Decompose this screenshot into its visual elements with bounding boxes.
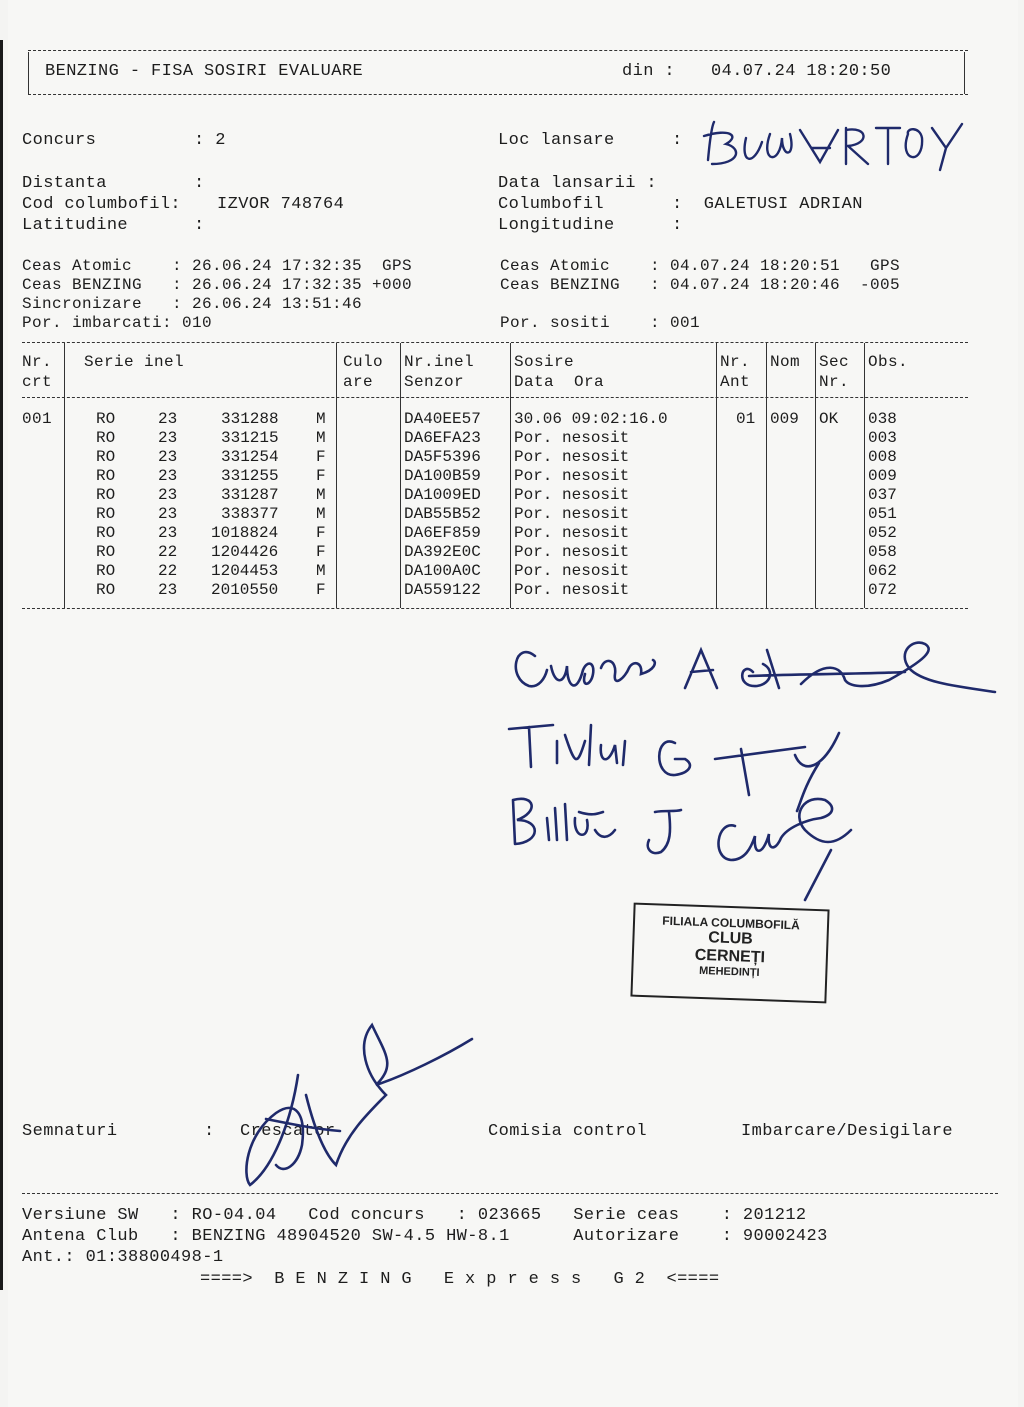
table-row (0, 505, 1024, 524)
longitudine-value: : (672, 216, 683, 235)
loc-lansare-handwriting (700, 108, 970, 178)
latitudine-value: : (194, 216, 205, 235)
benzing-brand-line: ====> B E N Z I N G E x p r e s s G 2 <==== (200, 1270, 720, 1289)
arrival-cell: Por. nesosit (514, 429, 630, 447)
header-nom: Nom (770, 353, 801, 371)
ring-country-cell: RO (96, 467, 116, 485)
header-nr-crt-2: crt (22, 373, 53, 391)
obs-cell: 062 (868, 562, 897, 580)
header-nr-inel: Nr.inel (404, 353, 475, 371)
distanta-label: Distanta (22, 174, 107, 193)
header-nr-crt: Nr. (22, 353, 53, 371)
crescator-label: Crescator (240, 1122, 336, 1141)
columbofil-value: : GALETUSI ADRIAN (672, 195, 863, 214)
ring-year-cell: 23 (158, 429, 178, 447)
header-bottom-border (28, 94, 968, 95)
ring-number-cell: 1204426 (211, 543, 279, 561)
table-row (0, 410, 1024, 429)
footer-separator (22, 1193, 998, 1194)
ring-country-cell: RO (96, 562, 116, 580)
ring-sex-cell: M (316, 486, 326, 504)
ring-country-cell: RO (96, 486, 116, 504)
stamp-line-1: FILIALA COLUMBOFILĂ (662, 913, 801, 933)
header-sec: Sec (819, 353, 850, 371)
ring-number-cell: 338377 (221, 505, 279, 523)
ring-year-cell: 23 (158, 486, 178, 504)
arrival-cell: Por. nesosit (514, 505, 630, 523)
semnaturi-label: Semnaturi (22, 1122, 118, 1141)
header-serie-inel: Serie inel (84, 353, 185, 371)
nr-crt-value: 001 (22, 410, 53, 428)
ring-country-cell: RO (96, 429, 116, 447)
report-date-label: din : (622, 62, 676, 81)
table-row (0, 524, 1024, 543)
ant-line: Ant.: 01:38800498-1 (22, 1248, 224, 1267)
ring-country-cell: RO (96, 524, 116, 542)
ring-country-cell: RO (96, 581, 116, 599)
handwritten-name-1 (505, 630, 1015, 710)
header-top-border (28, 50, 968, 51)
ring-country-cell: RO (96, 448, 116, 466)
arrival-cell: Por. nesosit (514, 467, 630, 485)
loc-lansare-label: Loc lansare (498, 131, 615, 150)
arrival-cell: Por. nesosit (514, 486, 630, 504)
sensor-id-cell: DA6EF859 (404, 524, 481, 542)
ring-number-cell: 331255 (221, 467, 279, 485)
ring-number-cell: 2010550 (211, 581, 279, 599)
sincronizare: Sincronizare : 26.06.24 13:51:46 (22, 295, 363, 313)
ring-sex-cell: F (316, 543, 326, 561)
header-nr-ant: Nr. (720, 353, 751, 371)
table-row (0, 562, 1024, 581)
stamp-line-2: CLUB (708, 929, 754, 948)
ring-sex-cell: F (316, 448, 326, 466)
ring-year-cell: 22 (158, 543, 178, 561)
report-title: BENZING - FISA SOSIRI EVALUARE (45, 62, 364, 81)
header-culoare-2: are (343, 373, 374, 391)
header-left-border (28, 52, 29, 94)
ring-sex-cell: F (316, 581, 326, 599)
ceas-benzing-end: Ceas BENZING : 04.07.24 18:20:46 -005 (500, 276, 901, 294)
ring-sex-cell: F (316, 524, 326, 542)
ring-sex-cell: M (316, 410, 326, 428)
arrival-cell: 30.06 09:02:16.0 (514, 410, 668, 428)
antena-club-line: Antena Club : BENZING 48904520 SW-4.5 HW-8.1 Autorizare : 90002423 (22, 1227, 828, 1246)
header-data-ora: Data Ora (514, 373, 605, 391)
sensor-id-cell: DA1009ED (404, 486, 481, 504)
ring-year-cell: 23 (158, 505, 178, 523)
ring-number-cell: 1204453 (211, 562, 279, 580)
ring-country-cell: RO (96, 505, 116, 523)
table-row (0, 486, 1024, 505)
cod-columbofil-value: IZVOR 748764 (217, 195, 345, 214)
arrival-cell: Por. nesosit (514, 524, 630, 542)
data-lansarii-label: Data lansarii : (498, 174, 658, 193)
obs-cell: 009 (868, 467, 897, 485)
header-right-border (964, 52, 965, 94)
sensor-id-cell: DA559122 (404, 581, 481, 599)
versiune-sw-line: Versiune SW : RO-04.04 Cod concurs : 023665 Serie ceas : 201212 (22, 1206, 807, 1225)
crescator-signature (236, 1015, 486, 1195)
header-senzor: Senzor (404, 373, 465, 391)
ring-year-cell: 23 (158, 410, 178, 428)
ceas-atomic-start: Ceas Atomic : 26.06.24 17:32:35 GPS (22, 257, 413, 275)
stamp-line-3: CERNEȚI (694, 946, 766, 967)
header-sec-2: Nr. (819, 373, 850, 391)
latitudine-label: Latitudine (22, 216, 129, 235)
obs-cell: 052 (868, 524, 897, 542)
ring-year-cell: 23 (158, 467, 178, 485)
sensor-id-cell: DA40EE57 (404, 410, 481, 428)
sensor-id-cell: DA100B59 (404, 467, 481, 485)
table-row (0, 543, 1024, 562)
ring-number-cell: 331254 (221, 448, 279, 466)
handwritten-name-3 (505, 790, 865, 910)
ring-sex-cell: M (316, 505, 326, 523)
cod-columbofil-label: Cod columbofil: (22, 195, 182, 214)
arrival-cell: Por. nesosit (514, 581, 630, 599)
ring-sex-cell: M (316, 429, 326, 447)
ring-sex-cell: F (316, 467, 326, 485)
loc-lansare-sep: : (672, 131, 683, 150)
table-row (0, 581, 1024, 600)
longitudine-label: Longitudine (498, 216, 615, 235)
distanta-value: : (194, 174, 205, 193)
ring-country-cell: RO (96, 410, 116, 428)
comisia-control-label: Comisia control (488, 1122, 648, 1141)
concurs-label: Concurs (22, 131, 97, 150)
obs-cell: 072 (868, 581, 897, 599)
table-row (0, 467, 1024, 486)
concurs-value: : 2 (194, 131, 226, 150)
ring-number-cell: 1018824 (211, 524, 279, 542)
obs-cell: 051 (868, 505, 897, 523)
ceas-atomic-end: Ceas Atomic : 04.07.24 18:20:51 GPS (500, 257, 901, 275)
header-obs: Obs. (868, 353, 909, 371)
nom-cell: 009 (770, 410, 799, 428)
sensor-id-cell: DA100A0C (404, 562, 481, 580)
table-header-border (22, 397, 968, 398)
sensor-id-cell: DA392E0C (404, 543, 481, 561)
ring-year-cell: 23 (158, 581, 178, 599)
semnaturi-sep: : (204, 1122, 215, 1141)
sensor-id-cell: DA6EFA23 (404, 429, 481, 447)
ring-number-cell: 331288 (221, 410, 279, 428)
obs-cell: 058 (868, 543, 897, 561)
arrival-cell: Por. nesosit (514, 562, 630, 580)
header-culoare: Culo (343, 353, 384, 371)
ceas-benzing-start: Ceas BENZING : 26.06.24 17:32:35 +000 (22, 276, 413, 294)
columbofil-label: Columbofil (498, 195, 605, 214)
table-bottom-border (22, 608, 968, 609)
ring-number-cell: 331215 (221, 429, 279, 447)
table-row (0, 429, 1024, 448)
ring-year-cell: 23 (158, 524, 178, 542)
ring-sex-cell: M (316, 562, 326, 580)
club-stamp (630, 903, 829, 1004)
table-top-border (22, 342, 968, 343)
obs-cell: 037 (868, 486, 897, 504)
report-date-value: 04.07.24 18:20:50 (711, 62, 892, 81)
arrival-cell: Por. nesosit (514, 543, 630, 561)
stamp-line-4: MEHEDINȚI (698, 964, 760, 980)
obs-cell: 008 (868, 448, 897, 466)
sensor-id-cell: DA5F5396 (404, 448, 481, 466)
obs-cell: 038 (868, 410, 897, 428)
por-imbarcati: Por. imbarcati: 010 (22, 314, 213, 332)
header-sosire: Sosire (514, 353, 575, 371)
obs-cell: 003 (868, 429, 897, 447)
table-row (0, 448, 1024, 467)
antenna-nr-cell: 01 (736, 410, 756, 428)
ring-number-cell: 331287 (221, 486, 279, 504)
header-nr-ant-2: Ant (720, 373, 751, 391)
por-sositi: Por. sositi : 001 (500, 314, 701, 332)
page-left-edge (0, 40, 3, 1290)
sec-nr-cell: OK (819, 410, 839, 428)
sensor-id-cell: DAB55B52 (404, 505, 481, 523)
ring-country-cell: RO (96, 543, 116, 561)
imbarcare-label: Imbarcare/Desigilare (741, 1122, 954, 1141)
ring-year-cell: 22 (158, 562, 178, 580)
ring-year-cell: 23 (158, 448, 178, 466)
arrival-cell: Por. nesosit (514, 448, 630, 466)
